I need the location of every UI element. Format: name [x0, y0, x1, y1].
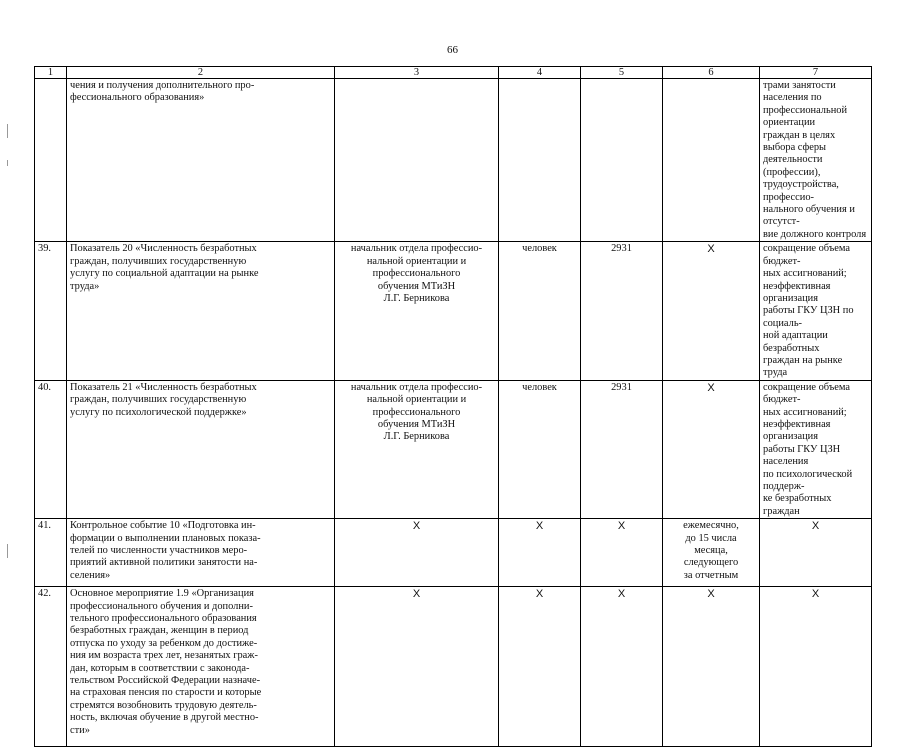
row-value: 2931	[581, 380, 663, 518]
header-cell: 3	[335, 67, 499, 79]
scan-margin-mark	[7, 544, 8, 558]
row-responsible	[335, 79, 499, 242]
row-deadline: X	[663, 587, 760, 747]
row-responsible: X	[335, 519, 499, 587]
scan-margin-mark	[7, 160, 8, 166]
program-table	[34, 66, 872, 747]
table-row	[35, 79, 872, 242]
header-cell: 5	[581, 67, 663, 79]
header-cell: 4	[499, 67, 581, 79]
row-number: 42.	[35, 587, 67, 747]
table-header-row	[35, 67, 872, 79]
row-number	[35, 79, 67, 242]
header-cell: 2	[67, 67, 335, 79]
row-unit: X	[499, 587, 581, 747]
row-number: 39.	[35, 242, 67, 380]
table-row	[35, 380, 872, 518]
row-responsible: X	[335, 587, 499, 747]
row-deadline: ежемесячно, до 15 числа месяца, следующего за отчетным	[663, 519, 760, 587]
row-value: X	[581, 519, 663, 587]
row-name: Контрольное событие 10 «Подготовка ин- формации о выполнении плановых показа- телей по численности участников меро- приятий активной политики занятости на- селения»	[67, 519, 335, 587]
row-risks: трами занятости населения по профессиональной ориентации граждан в целях выбора сферы деятельности (профессии), трудоустройства, профессио- нального обучения и отсутст- вие должного контроля	[760, 79, 872, 242]
row-value: 2931	[581, 242, 663, 380]
row-value	[581, 79, 663, 242]
row-deadline: X	[663, 242, 760, 380]
row-name: Основное мероприятие 1.9 «Организация профессионального обучения и дополни- тельного профессионального образования безработных граждан, женщин в период отпуска по уходу за ребенком до достиже- ния им возраста трех лет, незанятых граж- дан, которым в соответствии с законода- тельством Российской Федерации назначе- на страховая пенсия по старости и которые стремятся возобновить трудовую деятель- ность, включая обучение в другой местно- сти»	[67, 587, 335, 747]
row-name: Показатель 20 «Численность безработных граждан, получивших государственную услугу по социальной адаптации на рынке труда»	[67, 242, 335, 380]
table-row	[35, 519, 872, 587]
header-cell: 7	[760, 67, 872, 79]
row-unit: человек	[499, 242, 581, 380]
row-number: 40.	[35, 380, 67, 518]
row-deadline	[663, 79, 760, 242]
header-cell: 6	[663, 67, 760, 79]
row-name: чения и получения дополнительного про- фессионального образования»	[67, 79, 335, 242]
page-number: 66	[447, 44, 458, 56]
row-risks: сокращение объема бюджет- ных ассигнований; неэффективная организация работы ГКУ ЦЗН по социаль- ной адаптации безработных граждан на рынке труда	[760, 242, 872, 380]
scan-margin-mark	[7, 124, 8, 138]
table-row	[35, 242, 872, 380]
row-responsible: начальник отдела профессио- нальной ориентации и профессионального обучения МТиЗН Л.Г. Берникова	[335, 242, 499, 380]
row-value: X	[581, 587, 663, 747]
row-risks: X	[760, 587, 872, 747]
table-row	[35, 587, 872, 747]
row-deadline: X	[663, 380, 760, 518]
row-risks: сокращение объема бюджет- ных ассигнований; неэффективная организация работы ГКУ ЦЗН населения по психологической поддерж- ке безработных граждан	[760, 380, 872, 518]
row-unit: X	[499, 519, 581, 587]
row-unit	[499, 79, 581, 242]
row-number: 41.	[35, 519, 67, 587]
row-responsible: начальник отдела профессио- нальной ориентации и профессионального обучения МТиЗН Л.Г. Берникова	[335, 380, 499, 518]
row-unit: человек	[499, 380, 581, 518]
row-risks: X	[760, 519, 872, 587]
header-cell: 1	[35, 67, 67, 79]
row-name: Показатель 21 «Численность безработных граждан, получивших государственную услугу по психологической поддержке»	[67, 380, 335, 518]
